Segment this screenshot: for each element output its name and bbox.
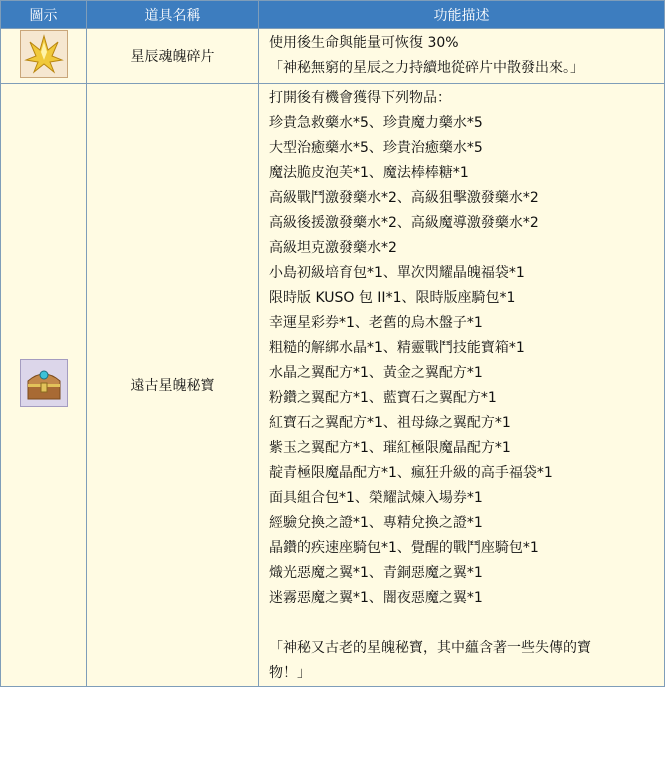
description-line: 紅寶石之翼配方*1、祖母綠之翼配方*1: [269, 415, 511, 431]
header-row: [1, 1, 665, 29]
description-line: 珍貴急救藥水*5、珍貴魔力藥水*5: [269, 115, 483, 131]
description-line: 打開後有機會獲得下列物品：: [269, 90, 451, 106]
table-row: [1, 84, 665, 687]
item-name: 遠古星魄秘寶: [87, 84, 259, 687]
description-line: 使用後生命與能量可恢復 30%: [269, 35, 459, 51]
description-line: 靛青極限魔晶配方*1、瘋狂升級的高手福袋*1: [269, 465, 553, 481]
description-line: 迷霧惡魔之翼*1、闇夜惡魔之翼*1: [269, 590, 483, 606]
description-line: 面具組合包*1、榮耀試煉入場券*1: [269, 490, 483, 506]
description-line: 熾光惡魔之翼*1、青銅惡魔之翼*1: [269, 565, 483, 581]
description-line: 經驗兌換之證*1、專精兌換之證*1: [269, 515, 483, 531]
description-line: 「神秘無窮的星辰之力持續地從碎片中散發出來。」: [269, 60, 584, 76]
description-line: 大型治癒藥水*5、珍貴治癒藥水*5: [269, 140, 483, 156]
description-line: 高級戰鬥激發藥水*2、高級狙擊激發藥水*2: [269, 190, 539, 206]
quote-line: 物！」: [269, 665, 311, 681]
description-line: 限時版 KUSO 包 II*1、限時版座騎包*1: [269, 290, 516, 306]
table-row: [1, 29, 665, 84]
item-description: [259, 84, 665, 687]
icon-cell: [1, 29, 87, 84]
description-line: 小島初級培育包*1、單次閃耀晶魄福袋*1: [269, 265, 525, 281]
header-item-name: 道具名稱: [87, 1, 259, 29]
description-line: 晶鑽的疾速座騎包*1、覺醒的戰鬥座騎包*1: [269, 540, 539, 556]
description-line: 高級坦克激發藥水*2: [269, 240, 397, 256]
description-line: 高級後援激發藥水*2、高級魔導激發藥水*2: [269, 215, 539, 231]
description-line: 粗糙的解綁水晶*1、精靈戰鬥技能寶箱*1: [269, 340, 525, 356]
star-soul-fragment-icon: [20, 30, 68, 78]
header-icon: 圖示: [1, 1, 87, 29]
description-line: 紫玉之翼配方*1、璀紅極限魔晶配方*1: [269, 440, 511, 456]
item-name: 星辰魂魄碎片: [87, 29, 259, 84]
description-line: 魔法脆皮泡芙*1、魔法棒棒糖*1: [269, 165, 469, 181]
treasure-chest-icon: [20, 359, 68, 407]
description-line: 粉鑽之翼配方*1、藍寶石之翼配方*1: [269, 390, 497, 406]
item-description: [259, 29, 665, 84]
header-description: 功能描述: [259, 1, 665, 29]
description-line: 幸運星彩券*1、老舊的烏木盤子*1: [269, 315, 483, 331]
description-line: 水晶之翼配方*1、黃金之翼配方*1: [269, 365, 483, 381]
blank-line: [269, 611, 656, 636]
icon-cell: [1, 84, 87, 687]
quote-line: 「神秘又古老的星魄秘寶，其中蘊含著一些失傳的寶: [269, 640, 591, 656]
